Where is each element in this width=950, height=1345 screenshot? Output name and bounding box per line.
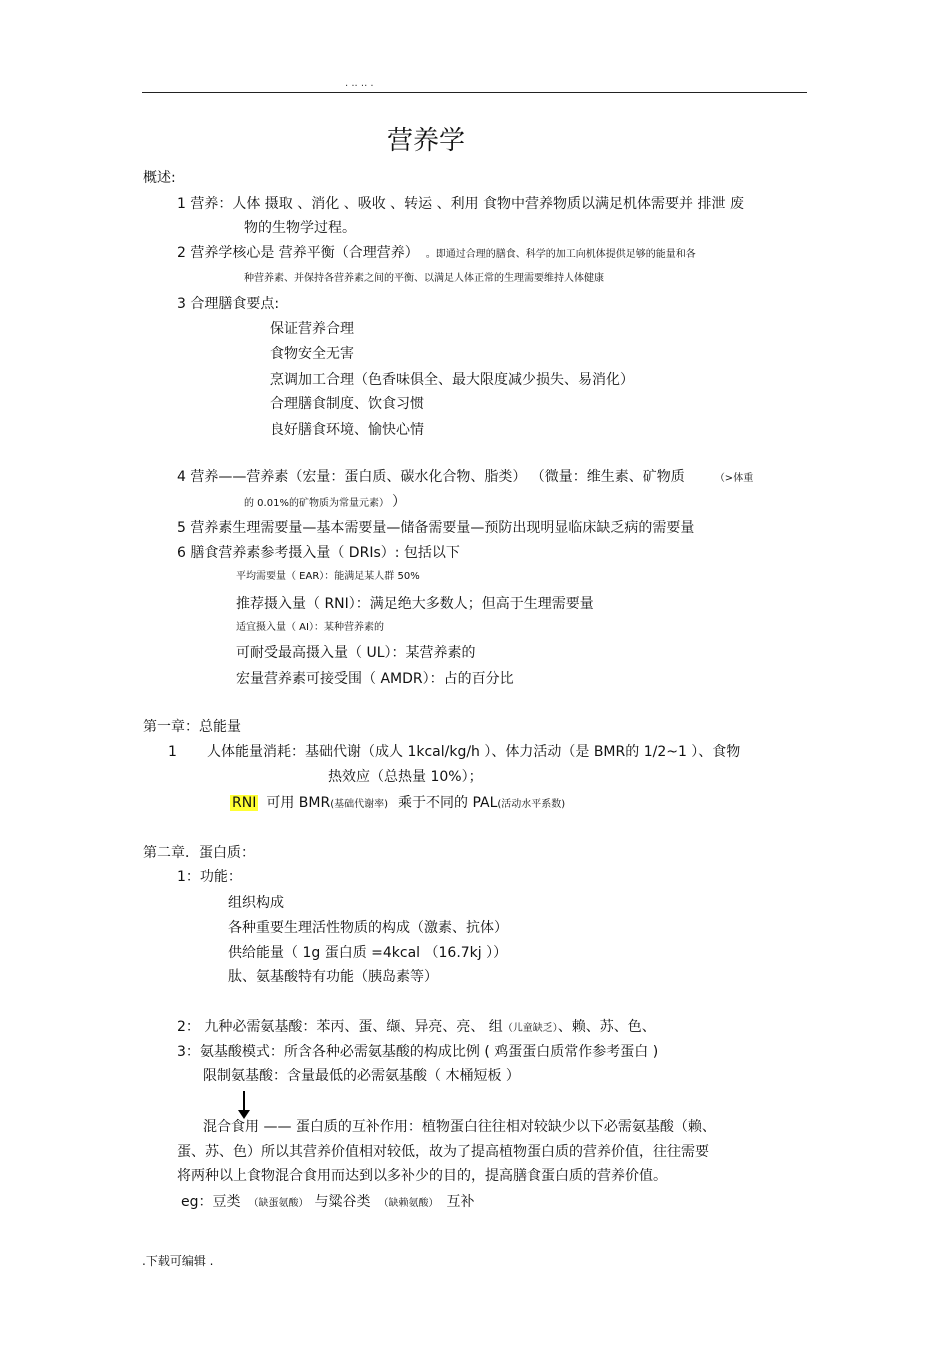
body-weight-note: （>体重 — [714, 473, 754, 484]
dri-ear: 平均需要量（ EAR）：能满足某人群 50% — [236, 571, 420, 582]
header-dots: . .. .. . — [345, 78, 374, 89]
essential-amino-acids — [177, 1017, 656, 1039]
mixed-food-line-a: 混合食用 —— 蛋白质的互补作用：植物蛋白往往相对较缺少以下必需氨基酸（赖、 — [203, 1119, 716, 1135]
paragraph-4-line-b — [244, 492, 406, 514]
dri-ul: 可耐受最高摄入量（ UL）：某营养素的 — [236, 645, 476, 661]
function-4: 肽、氨基酸特有功能（胰岛素等） — [228, 969, 438, 985]
header-rule — [142, 92, 807, 93]
point-2: 食物安全无害 — [270, 346, 354, 362]
bmr-note: (基础代谢率) — [330, 799, 389, 810]
dri-rni: 推荐摄入量（ RNI）：满足绝大多数人；但高于生理需要量 — [236, 596, 594, 612]
paragraph-1-line-b: 物的生物学过程。 — [244, 220, 356, 236]
example-complement: 互补 — [446, 1194, 475, 1210]
point-5: 良好膳食环境、愉快心情 — [270, 422, 424, 438]
core-note: 。即通过合理的膳食、科学的加工向机体提供足够的能量和各 — [425, 249, 696, 260]
function-3: 供给能量（ 1g 蛋白质 =4kcal （16.7kj ）） — [228, 945, 508, 961]
mixed-food-line-c: 将两种以上食物混合食用而达到以多补少的目的，提高膳食蛋白质的营养价值。 — [177, 1168, 667, 1184]
core-label: 2 营养学核心是 营养平衡（合理营养） — [177, 245, 412, 261]
children-note: （儿童缺乏） — [502, 1023, 558, 1034]
energy-expenditure-line-b: 热效应（总热量 10%）； — [328, 769, 483, 785]
amino-list-end: 、赖、苏、色、 — [557, 1019, 656, 1035]
function-1: 组织构成 — [228, 895, 284, 911]
example-grains: 与粱谷类 — [314, 1194, 371, 1210]
chapter-2-heading: 第二章．蛋白质： — [143, 845, 255, 861]
pal-text: 乘于不同的 PAL — [398, 795, 498, 811]
amino-acid-pattern: 3：氨基酸模式：所含各种必需氨基酸的构成比例 ( 鸡蛋蛋白质常作参考蛋白 ) — [177, 1044, 659, 1060]
paragraph-5: 5 营养素生理需要量—基本需要量—储备需要量—预防出现明显临床缺乏病的需要量 — [177, 520, 695, 536]
chapter-1-number: 1 — [168, 744, 177, 760]
page-title: 营养学 — [387, 126, 466, 156]
paragraph-2-line-a — [177, 243, 696, 265]
mineral-note: 的 0.01%的矿物质为常量元素） — [244, 498, 384, 509]
dri-amdr: 宏量营养素可接受围（ AMDR）：占的百分比 — [236, 671, 514, 687]
closing-paren: ） — [391, 494, 406, 510]
function-heading: 1：功能： — [177, 869, 242, 885]
rni-line — [230, 793, 565, 815]
paragraph-2-line-c: 种营养素、并保持各营养素之间的平衡、以满足人体正常的生理需要维持人体健康 — [244, 273, 604, 284]
energy-expenditure-line-a: 人体能量消耗：基础代谢（成人 1kcal/kg/h ）、体力活动（是 BMR的 1/2~1 ）、食物 — [207, 744, 741, 760]
rni-highlight: RNI — [232, 795, 257, 811]
beans-note: （缺蛋氨酸） — [248, 1198, 309, 1209]
paragraph-6: 6 膳食营养素参考摄入量（ DRIs）: 包括以下 — [177, 545, 460, 561]
example-line — [181, 1192, 475, 1214]
nutrient-types: 4 营养——营养素（宏量：蛋白质、碳水化合物、脂类） （微量：维生素、矿物质 — [177, 469, 685, 485]
chapter-1-heading: 第一章：总能量 — [143, 719, 241, 735]
point-1: 保证营养合理 — [270, 321, 354, 337]
function-2: 各种重要生理活性物质的构成（激素、抗体） — [228, 920, 508, 936]
limiting-amino-acid: 限制氨基酸：含量最低的必需氨基酸（ 木桶短板 ） — [203, 1068, 520, 1084]
dri-ai: 适宜摄入量（ AI）：某种营养素的 — [236, 622, 384, 633]
paragraph-3-heading: 3 合理膳食要点: — [177, 296, 280, 312]
section-heading-overview: 概述: — [143, 170, 176, 186]
grains-note: （缺赖氨酸） — [378, 1198, 439, 1209]
paragraph-4-line-a — [177, 467, 753, 489]
example-beans: eg：豆类 — [181, 1194, 241, 1210]
point-3: 烹调加工合理（色香味俱全、最大限度减少损失、易消化） — [270, 372, 634, 388]
bmr-text: 可用 BMR — [266, 795, 331, 811]
paragraph-1-line-a: 1 营养：人体 摄取 、消化 、吸收 、转运 、利用 食物中营养物质以满足机体需要并 排泄 废 — [177, 196, 744, 212]
footer-text: .下载可编辑 . — [142, 1254, 214, 1268]
amino-list: 2： 九种必需氨基酸：苯丙、蛋、缬、异亮、亮、 组 — [177, 1019, 503, 1035]
point-4: 合理膳食制度、饮食习惯 — [270, 396, 424, 412]
mixed-food-line-b: 蛋、苏、色）所以其营养价值相对较低，故为了提高植物蛋白质的营养价值，往往需要 — [177, 1144, 709, 1160]
pal-note: (活动水平系数) — [497, 799, 566, 810]
